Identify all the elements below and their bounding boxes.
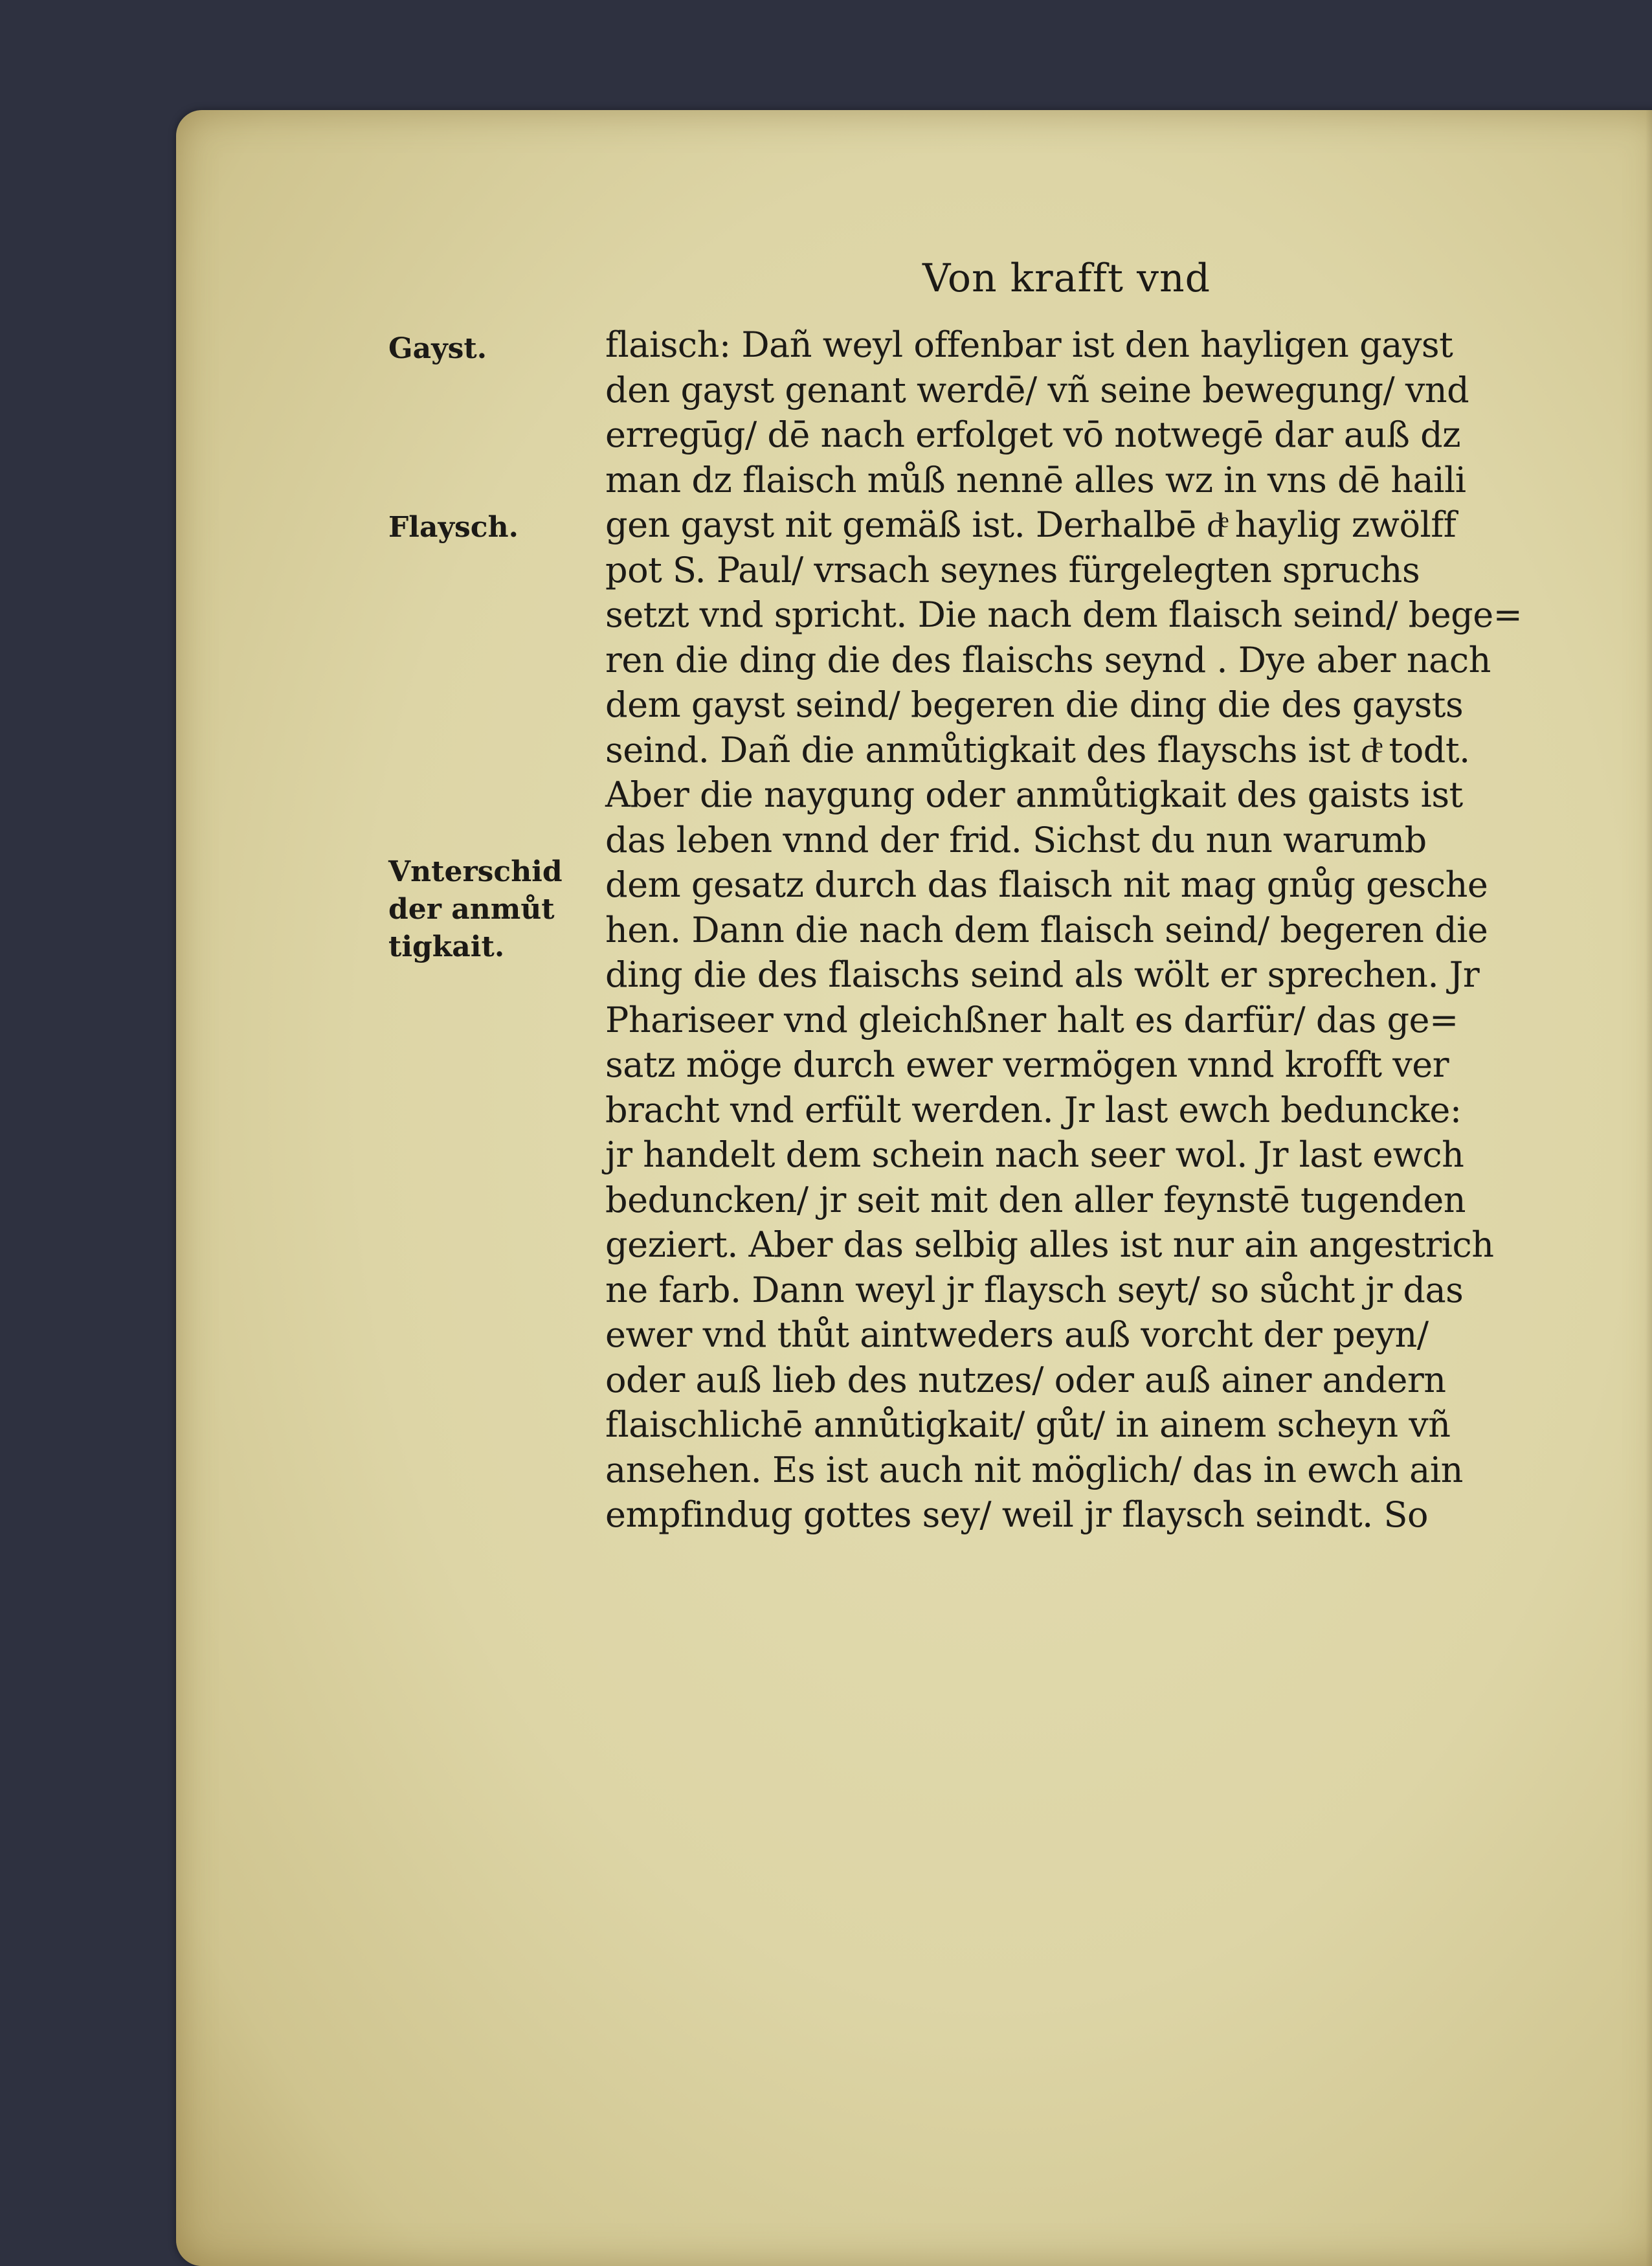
marginal-note-line: Gayst. [388,332,487,365]
text-line: erregūg/ dē nach erfolget vō notwegē dar auß dz [605,414,1461,455]
text-line: oder auß lieb des nutzes/ oder auß ainer andern [605,1359,1446,1400]
text-line: geziert. Aber das selbig alles ist nur ain angestrich [605,1224,1494,1265]
text-line: empfindug gottes sey/ weil jr flaysch seindt. So [605,1494,1428,1535]
text-line: seind. Dañ die anmůtigkait des flayschs ist dͤ todt. [605,729,1470,770]
text-line: ansehen. Es ist auch nit möglich/ das in ewch ain [605,1449,1463,1490]
text-line: hen. Dann die nach dem flaisch seind/ begeren die [605,909,1488,950]
marginal-note-gayst [388,330,487,368]
text-line: pot S. Paul/ vrsach seynes fürgelegten spruchs [605,549,1420,590]
main-text [605,322,1579,1538]
text-line: das leben vnnd der frid. Sichst du nun warumb [605,819,1427,860]
text-line: satz möge durch ewer vermögen vnnd krofft ver [605,1044,1449,1085]
text-line: dem gesatz durch das flaisch nit mag gnůg gesche [605,864,1488,905]
page-edge-shadow [1646,110,1652,2266]
text-line: den gayst genant werdē/ vñ seine bewegung/ vnd [605,369,1469,410]
text-line: ding die des flaischs seind als wölt er sprechen. Jr [605,954,1480,995]
text-line: flaischlichē annůtigkait/ gůt/ in ainem scheyn vñ [605,1404,1451,1445]
text-line: Aber die naygung oder anmůtigkait des gaists ist [605,774,1463,815]
marginal-note-vnterschid [388,853,563,966]
marginal-note-line: Flaysch. [388,511,519,544]
text-line: bracht vnd erfült werden. Jr last ewch beduncke: [605,1089,1462,1130]
marginal-note-flaysch [388,509,519,546]
text-line: Phariseer vnd gleichßner halt es darfür/ das ge= [605,999,1458,1040]
text-line: dem gayst seind/ begeren die ding die des gaysts [605,684,1464,725]
marginal-note-line: tigkait. [388,930,505,963]
text-line: flaisch: Dañ weyl offenbar ist den hayligen gayst [605,324,1453,365]
text-line: ewer vnd thůt aintweders auß vorcht der peyn/ [605,1314,1429,1355]
text-line: jr handelt dem schein nach seer wol. Jr last ewch [605,1134,1464,1175]
marginal-note-line: Vnterschid [388,855,563,888]
text-line: gen gayst nit gemäß ist. Derhalbē dͤ haylig zwölff [605,504,1457,545]
text-line: ren die ding die des flaischs seynd . Dye aber nach [605,639,1491,680]
text-line: setzt vnd spricht. Die nach dem flaisch seind/ bege= [605,594,1523,635]
marginal-note-line: der anmůt [388,893,555,926]
text-line: ne farb. Dann weyl jr flaysch seyt/ so sůcht jr das [605,1269,1464,1310]
text-line: beduncken/ jr seit mit den aller feynstē tugenden [605,1179,1466,1220]
running-header: Von krafft vnd [922,256,1211,301]
text-line: man dz flaisch můß nennē alles wz in vns dē haili [605,459,1466,500]
